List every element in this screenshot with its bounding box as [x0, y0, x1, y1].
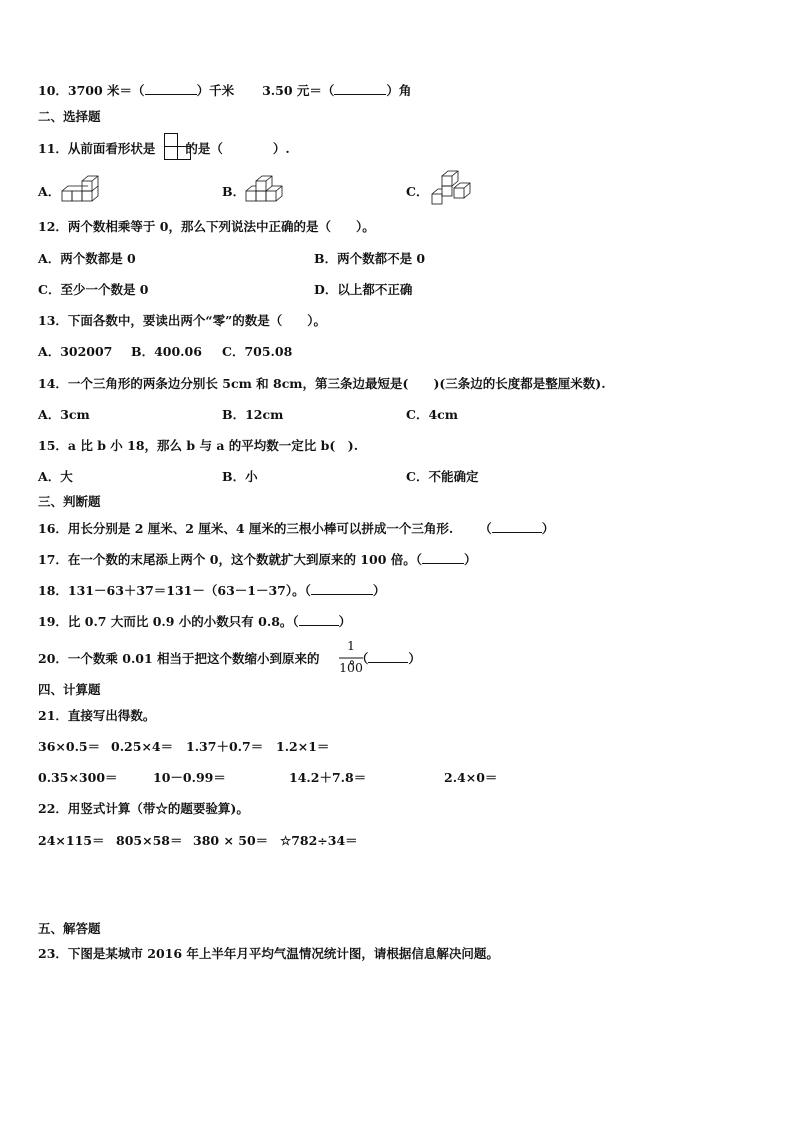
- question-13: 13．下面各数中，要读出两个“零”的数是（ ）。: [38, 313, 327, 328]
- q10-blank-b[interactable]: [334, 83, 386, 95]
- question-15: 15．a 比 b 小 18，那么 b 与 a 的平均数一定比 b( ).: [38, 438, 359, 453]
- q10-blank-a[interactable]: [145, 83, 197, 95]
- section-title-judgement: 三、判断题: [38, 494, 101, 509]
- q16-answer-blank[interactable]: [492, 521, 542, 533]
- question-14: 14．一个三角形的两条边分别长 5cm 和 8cm，第三条边最短是( )(三条边的长度都是整厘米数).: [38, 376, 606, 391]
- q15-option-b[interactable]: B．小: [222, 469, 258, 484]
- vertical-calc-item: 805×58＝: [116, 833, 183, 848]
- vertical-calc-item: 24×115＝: [38, 833, 105, 848]
- vertical-calc-item: ☆782÷34＝: [280, 833, 358, 848]
- calc-item: 36×0.5＝: [38, 739, 101, 754]
- calc-item: 1.2×1＝: [276, 739, 330, 754]
- q15-option-a[interactable]: A．大: [38, 469, 73, 484]
- q11-option-a-label[interactable]: A．: [38, 184, 61, 199]
- q18-answer-blank[interactable]: [311, 583, 373, 595]
- q11-option-b-label[interactable]: B．: [222, 184, 246, 199]
- fraction-denominator: 100: [339, 660, 363, 675]
- q12-option-a[interactable]: A．两个数都是 0: [38, 251, 136, 266]
- question-16: 16．用长分别是 2 厘米、2 厘米、4 厘米的三根小棒可以拼成一个三角形. （ ）: [38, 521, 555, 536]
- q13-option-b[interactable]: B．400.06: [131, 344, 202, 359]
- q13-option-c[interactable]: C．705.08: [222, 344, 293, 359]
- question-11: 11．从前面看形状是 的是（ ）.: [38, 141, 290, 156]
- q14-option-b[interactable]: B．12cm: [222, 407, 284, 422]
- question-22: 22．用竖式计算（带☆的题要验算)。: [38, 801, 249, 816]
- question-20: 20．一个数乘 0.01 相当于把这个数缩小到原来的 。（ ）: [38, 651, 421, 666]
- q19-answer-blank[interactable]: [299, 614, 339, 626]
- q11-option-c-label[interactable]: C．: [406, 184, 429, 199]
- question-12: 12．两个数相乘等于 0，那么下列说法中正确的是（ ）。: [38, 219, 375, 234]
- q12-option-d[interactable]: D．以上都不正确: [314, 282, 413, 297]
- calc-item: 10－0.99＝: [153, 770, 226, 785]
- calc-item: 14.2＋7.8＝: [289, 770, 367, 785]
- question-10: 10．3700 米＝（ ）千米 3.50 元＝（ ）角: [38, 83, 412, 98]
- section-title-calculation: 四、计算题: [38, 682, 101, 697]
- q17-answer-blank[interactable]: [422, 552, 464, 564]
- calc-item: 1.37＋0.7＝: [186, 739, 264, 754]
- section-title-solution: 五、解答题: [38, 921, 101, 936]
- fraction-numerator: 1: [347, 638, 355, 653]
- calc-item: 0.35×300＝: [38, 770, 118, 785]
- q13-option-a[interactable]: A．302007: [38, 344, 113, 359]
- front-view-shape-icon: [164, 133, 194, 163]
- calc-item: 2.4×0＝: [444, 770, 498, 785]
- calc-item: 0.25×4＝: [111, 739, 174, 754]
- q15-option-c[interactable]: C．不能确定: [406, 469, 479, 484]
- q11-option-c-cubes-icon: [430, 170, 472, 210]
- section-title-choice: 二、选择题: [38, 109, 101, 124]
- q14-option-c[interactable]: C．4cm: [406, 407, 458, 422]
- q11-option-a-cubes-icon: [62, 173, 110, 207]
- fraction-bar: [339, 657, 365, 659]
- q11-option-b-cubes-icon: [246, 173, 294, 207]
- q10-number: 10．: [38, 83, 68, 98]
- q20-answer-blank[interactable]: [368, 651, 408, 663]
- question-17: 17．在一个数的末尾添上两个 0，这个数就扩大到原来的 100 倍。（ ）: [38, 552, 477, 567]
- q12-option-c[interactable]: C．至少一个数是 0: [38, 282, 149, 297]
- vertical-calc-item: 380 × 50＝: [193, 833, 269, 848]
- question-23: 23．下图是某城市 2016 年上半年月平均气温情况统计图，请根据信息解决问题。: [38, 946, 499, 961]
- question-19: 19．比 0.7 大而比 0.9 小的小数只有 0.8。（ ）: [38, 614, 352, 629]
- q12-option-b[interactable]: B．两个数都不是 0: [314, 251, 426, 266]
- q14-option-a[interactable]: A．3cm: [38, 407, 90, 422]
- question-18: 18．131－63＋37＝131－（63－1－37）。（ ）: [38, 583, 386, 598]
- question-21: 21．直接写出得数。: [38, 708, 156, 723]
